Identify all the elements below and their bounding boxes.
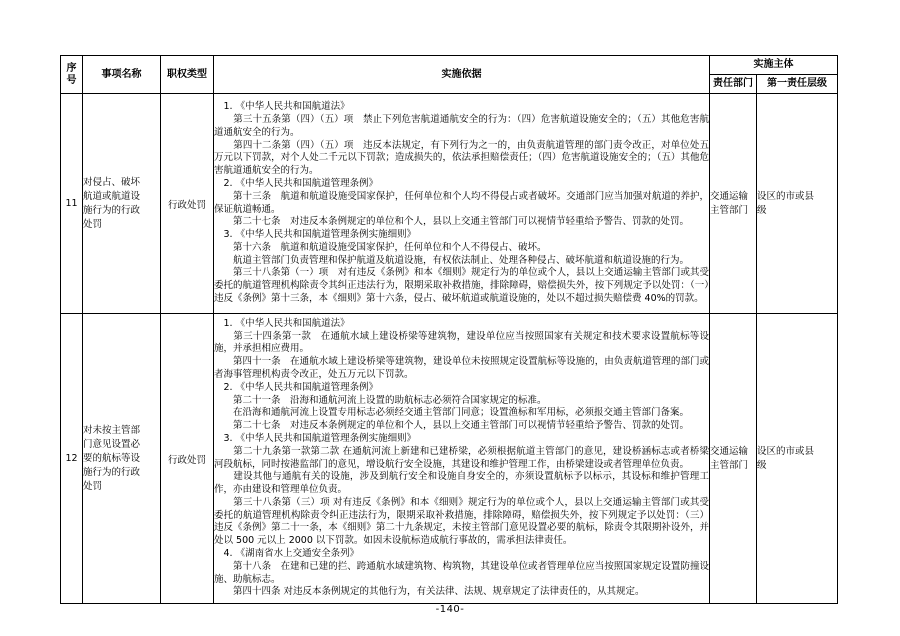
- table-row-12: [61, 314, 838, 604]
- header-implementation-subject: 实施主体: [710, 56, 838, 75]
- header-row-1: [61, 56, 838, 75]
- responsibility-level-text: 设区的市或县级: [757, 445, 815, 471]
- item-name-cell: [83, 314, 161, 604]
- header-implementation-basis: 实施依据: [214, 56, 710, 94]
- header-serial-number-label: 序号: [66, 62, 77, 86]
- header-responsible-department: 责任部门: [710, 75, 757, 94]
- item-name-text: 对未按主管部门意见设置必要的航标等设施行为的行政处罚: [83, 424, 141, 492]
- responsibility-level-cell: [757, 94, 838, 314]
- serial-number-cell: 12: [61, 314, 83, 604]
- page-number: -140-: [435, 604, 465, 615]
- authority-type-cell: 行政处罚: [161, 94, 214, 314]
- authority-table: [60, 55, 838, 604]
- table-row-11: [61, 94, 838, 314]
- header-item-name: 事项名称: [83, 56, 161, 94]
- header-first-responsibility-level: 第一责任层级: [757, 75, 838, 94]
- responsibility-level-text: 设区的市或县级: [757, 190, 815, 216]
- serial-number-cell: 11: [61, 94, 83, 314]
- item-name-text: 对侵占、破坏航道或航道设施行为的行政处罚: [83, 176, 141, 230]
- implementation-basis-cell: 1. 《中华人民共和国航道法》 第三十五条第（四）（五）项 禁止下列危害航道通航安全的行为：（四）危害航道设施安全的；（五）其他危害航道通航安全的行为。 第四十二条第（四）（五）项 违反本法规定，有下列行为之一的，由负责航道管理的部门责令改正，对单位处五万元以下罚款，对个人处二千元以下罚款；造成损失的，依法承担赔偿责任；（四）危害航道设施安全的；（五）其他危害航道通航安全的行为。 2. 《中华人民共和国航道管理条例》 第十三条 航道和航道设施受国家保护，任何单位和个人均不得侵占或者破坏。交通部门应当加强对航道的养护，保证航道畅通。 第二十七条 对违反本条例规定的单位和个人，县以上交通主管部门可以视情节轻重给予警告、罚款的处罚。 3. 《中华人民共和国航道管理条例实施细则》 第十六条 航道和航道设施受国家保护，任何单位和个人不得侵占、破坏。 航道主管部门负责管理和保护航道及航道设施，有权依法制止、处理各种侵占、破坏航道和航道设施的行为。 第三十八条第（一）项 对有违反《条例》和本《细则》规定行为的单位或个人，县以上交通运输主管部门或其受委托的航道管理机构除责令其纠正违法行为，限期采取补救措施，排除障碍，赔偿损失外，按下列规定予以处罚：（一）违反《条例》第十三条，本《细则》第十六条，侵占、破坏航道或航道设施的，处以不超过损失赔偿费 40%的罚款。: [214, 94, 710, 314]
- header-serial-number: [61, 56, 83, 94]
- responsible-department-cell: [710, 94, 757, 314]
- responsible-department-cell: [710, 314, 757, 604]
- authority-type-cell: 行政处罚: [161, 314, 214, 604]
- responsible-department-text: 交通运输主管部门: [710, 445, 749, 471]
- header-authority-type: 职权类型: [161, 56, 214, 94]
- responsibility-level-cell: [757, 314, 838, 604]
- implementation-basis-cell: 1. 《中华人民共和国航道法》 第三十四条第一款 在通航水域上建设桥梁等建筑物，建设单位应当按照国家有关规定和技术要求设置航标等设施，并承担相应费用。 第四十一条 在通航水域上建设桥梁等建筑物，建设单位未按照规定设置航标等设施的，由负责航道管理的部门或者海事管理机构责令改正，处五万元以下罚款。 2. 《中华人民共和国航道管理条例》 第二十一条 沿海和通航河流上设置的助航标志必须符合国家规定的标准。 在沿海和通航河流上设置专用标志必须经交通主管部门同意；设置渔标和军用标，必须报交通主管部门备案。 第二十七条 对违反本条例规定的单位和个人，县以上交通主管部门可以视情节轻重给予警告、罚款的处罚。 3. 《中华人民共和国航道管理条例实施细则》 第二十九条第一款第二款 在通航河流上新建和已建桥梁，必须根据航道主管部门的意见，建设桥涵标志或者桥梁河段航标，同时按港监部门的意见，增设航行安全设施，其建设和维护管理工作，由桥梁建设或者管理单位负责。 建设其他与通航有关的设施，涉及到航行安全和设施自身安全的，亦须设置航标予以标示，其设标和维护管理工作，亦由建设和管理单位负责。 第三十八条第（三）项 对有违反《条例》和本《细则》规定行为的单位或个人，县以上交通运输主管部门或其受委托的航道管理机构除责令纠正违法行为，限期采取补救措施，排除障碍，赔偿损失外，按下列规定予以处罚：（三）违反《条例》第二十一条，本《细则》第二十九条规定，未按主管部门意见设置必要的航标，除责令其限期补设外，并处以 500 元以上 2000 以下罚款。如因未设航标造成航行事故的，需承担法律责任。 4. 《湖南省水上交通安全条列》 第十八条 在建和已建的拦、跨通航水域建筑物、构筑物，其建设单位或者管理单位应当按照国家规定设置防撞设施、助航标志。 第四十四条 对违反本条例规定的其他行为，有关法律、法规、规章规定了法律责任的，从其规定。: [214, 314, 710, 604]
- item-name-cell: [83, 94, 161, 314]
- responsible-department-text: 交通运输主管部门: [710, 190, 749, 216]
